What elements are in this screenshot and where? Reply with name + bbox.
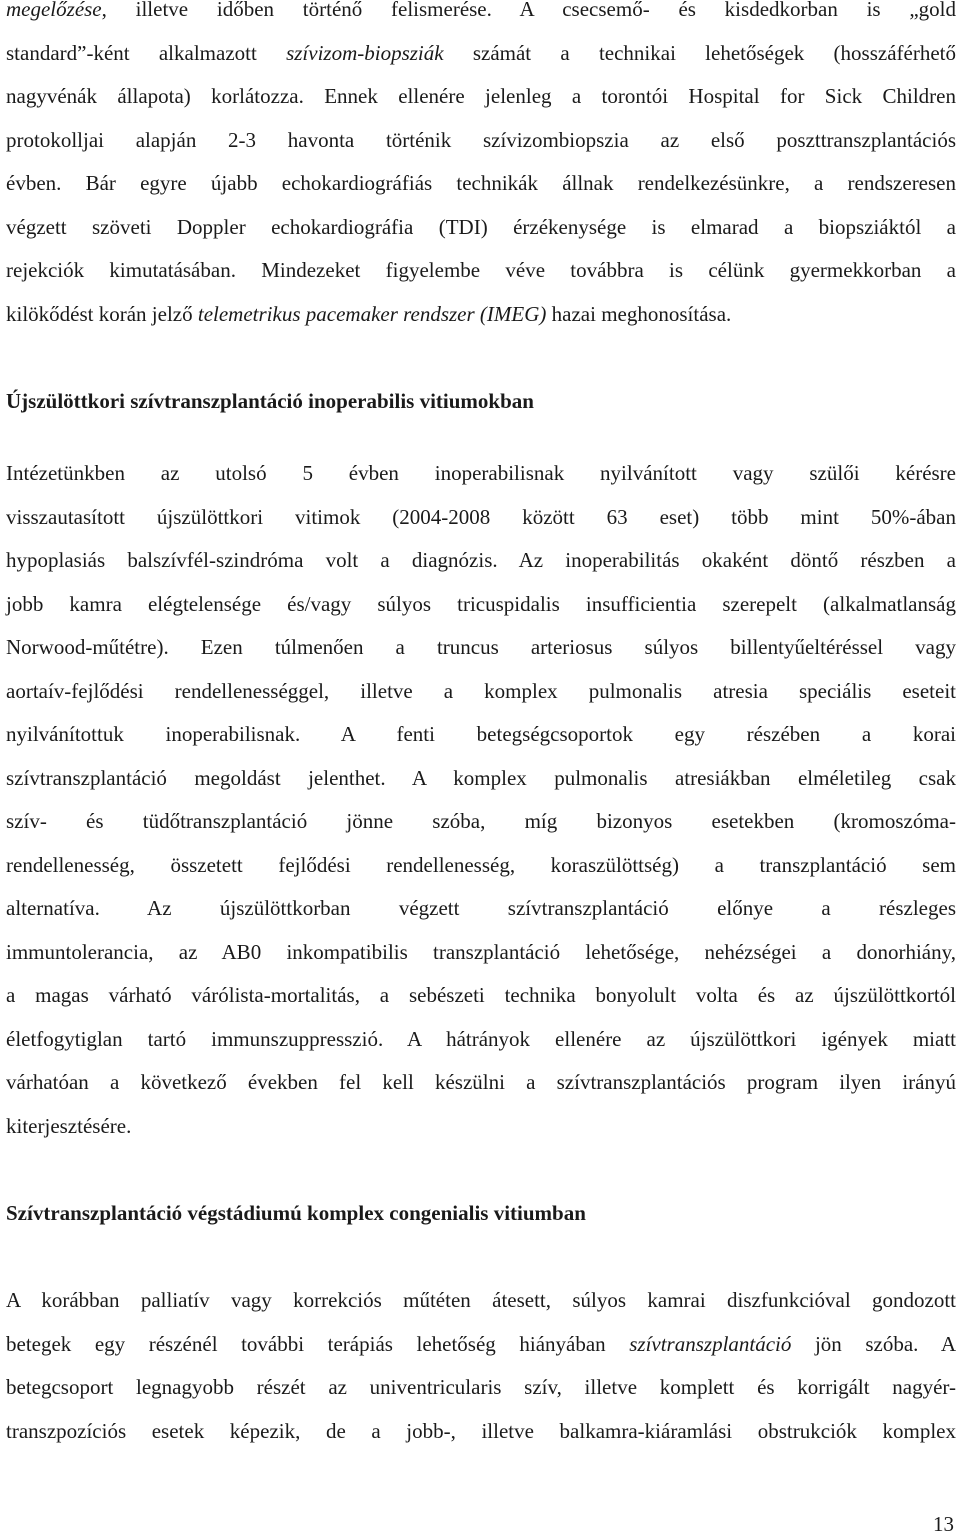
text-line: rejekciók kimutatásában. Mindezeket figyelembe véve továbbra is célünk gyermekkorban a: [6, 258, 956, 282]
text-line: kiterjesztésére.: [6, 1113, 132, 1138]
text-line: protokolljai alapján 2-3 havonta történik szívizombiopszia az első poszttranszplantációs: [6, 127, 956, 152]
text-line: rendellenesség, összetett fejlődési rendellenesség, koraszülöttség) a transzplantáció sem: [6, 852, 956, 877]
paragraph-neonatal: [6, 452, 956, 1148]
italic-term: megelőzése: [6, 0, 102, 21]
italic-term: szívizom-biopsziák: [286, 40, 444, 65]
section-heading-congenital: Szívtranszplantáció végstádiumú komplex congenialis vitiumban: [6, 1201, 586, 1225]
text-line: betegcsoport legnagyobb részét az univentricularis szív, illetve komplett és korrigált nagyér-: [6, 1375, 956, 1399]
text-line: kilökődést korán jelző telemetrikus pacemaker rendszer (IMEG) hazai meghonosítása.: [6, 301, 732, 326]
text-line: standard”-ként alkalmazott szívizom-biopsziák számát a technikai lehetőségek (hosszáférhető: [6, 40, 956, 65]
text-line: évben. Bár egyre újabb echokardiográfiás technikák állnak rendelkezésünkre, a rendszeresen: [6, 171, 956, 195]
text-line: a magas várható várólista-mortalitás, a sebészeti technika bonyolult volta és az újszülöttkortól: [6, 983, 956, 1007]
text-line: Norwood-műtétre). Ezen túlmenően a truncus arteriosus súlyos billentyűeltéréssel vagy: [6, 635, 956, 659]
text-line: visszautasított újszülöttkori vitimok (2004-2008 között 63 eset) több mint 50%-ában: [6, 504, 956, 529]
text-line: jobb kamra elégtelensége és/vagy súlyos tricuspidalis insufficientia szerepelt (alkalmatlanság: [6, 591, 956, 616]
page-number: 13: [933, 1512, 954, 1536]
paragraph-congenital: [6, 1279, 956, 1453]
text-line: életfogytiglan tartó immunszuppresszió. A hátrányok ellenére az újszülöttkori igények miatt: [6, 1026, 956, 1051]
text-line: szívtranszplantáció megoldást jelenthet. A komplex pulmonalis atresiákban elméletileg csak: [6, 765, 956, 790]
italic-term: telemetrikus pacemaker rendszer (IMEG): [197, 301, 547, 326]
section-heading-neonatal: Újszülöttkori szívtranszplantáció inoperabilis vitiumokban: [6, 389, 534, 413]
text-line: transzpozíciós esetek képezik, de a jobb-, illetve balkamra-kiáramlási obstrukciók komplex: [6, 1418, 956, 1443]
text-line: nyilvánítottuk inoperabilisnak. A fenti betegségcsoportok egy részében a korai: [6, 722, 956, 746]
text-line: aortaív-fejlődési rendellenességgel, illetve a komplex pulmonalis atresia speciális eseteit: [6, 678, 956, 703]
italic-term: szívtranszplantáció: [629, 1331, 792, 1356]
text-line: végzett szöveti Doppler echokardiográfia (TDI) érzékenysége is elmarad a biopsziáktól a: [6, 214, 956, 239]
text-line: nagyvénák állapota) korlátozza. Ennek ellenére jelenleg a torontói Hospital for Sick Children: [6, 84, 956, 108]
text-line: várhatóan a következő években fel kell készülni a szívtranszplantációs program ilyen irányú: [6, 1070, 956, 1094]
text-line: A korábban palliatív vagy korrekciós műtéten átesett, súlyos kamrai diszfunkcióval gondozott: [6, 1288, 956, 1312]
text-line: alternatíva. Az újszülöttkorban végzett szívtranszplantáció előnye a részleges: [6, 896, 956, 920]
text-line: szív- és tüdőtranszplantáció jönne szóba, míg bizonyos esetekben (kromoszóma-: [6, 809, 956, 833]
text-line: Intézetünkben az utolsó 5 évben inoperabilisnak nyilvánított vagy szülői kérésre: [6, 461, 956, 485]
text-line: immuntolerancia, az AB0 inkompatibilis transzplantáció lehetősége, nehézségei a donorhiány,: [6, 939, 956, 964]
paragraph-intro: [6, 0, 956, 336]
text-line: betegek egy részénél további terápiás lehetőség hiányában szívtranszplantáció jön szóba. A: [6, 1331, 956, 1356]
text-line: hypoplasiás balszívfél-szindróma volt a diagnózis. Az inoperabilitás okaként döntő részben a: [6, 548, 956, 572]
text-line: megelőzése, illetve időben történő felismerése. A csecsemő- és kisdedkorban is „gold: [6, 0, 956, 32]
